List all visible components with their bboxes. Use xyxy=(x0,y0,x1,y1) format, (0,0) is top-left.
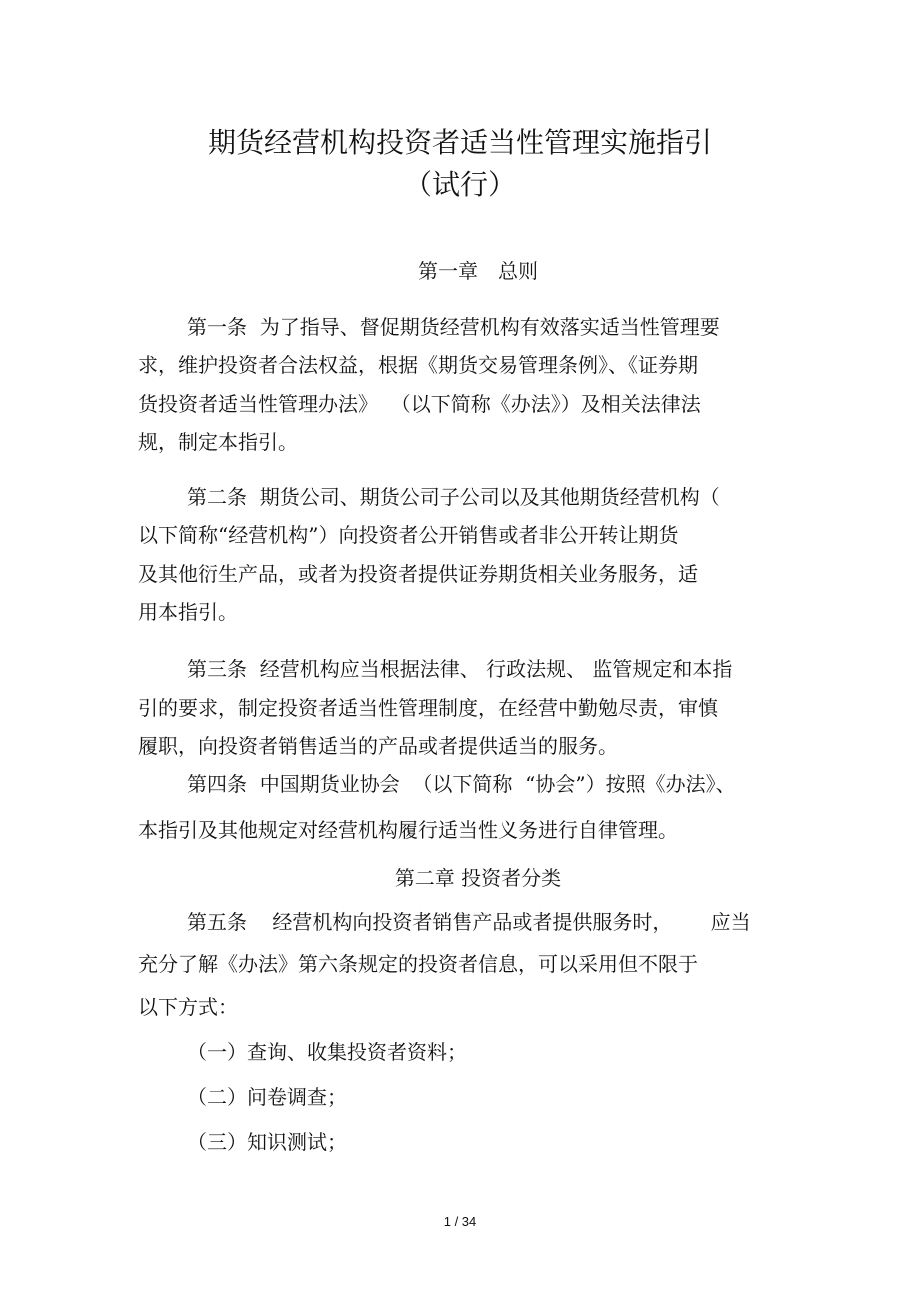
list-item: （二）问卷调查； xyxy=(187,1085,347,1109)
paragraph-line: 以下方式： xyxy=(138,995,238,1019)
page-number: 1 / 34 xyxy=(443,1214,477,1229)
paragraph-line: 货投资者适当性管理办法》 （以下简称《办法》）及相关法律法 xyxy=(138,392,701,416)
list-item: （三）知识测试； xyxy=(187,1130,347,1154)
paragraph-line: 第一条 为了指导、督促期货经营机构有效落实适当性管理要 xyxy=(187,315,720,339)
document-title: 期货经营机构投资者适当性管理实施指引 xyxy=(207,126,712,159)
paragraph-line: 引的要求，制定投资者适当性管理制度，在经营中勤勉尽责，审慎 xyxy=(138,696,718,720)
paragraph-line: 第二条 期货公司、期货公司子公司以及其他期货经营机构（ xyxy=(187,485,720,509)
paragraph-line: 求，维护投资者合法权益，根据《期货交易管理条例》、《证券期 xyxy=(138,353,698,377)
paragraph-line: 及其他衍生产品，或者为投资者提供证券期货相关业务服务，适 xyxy=(138,562,698,586)
paragraph-line: 用本指引。 xyxy=(138,600,238,624)
paragraph-line: 履职，向投资者销售适当的产品或者提供适当的服务。 xyxy=(138,734,618,758)
chapter-heading: 第二章 投资者分类 xyxy=(394,866,562,890)
paragraph-line: 规，制定本指引。 xyxy=(138,430,298,454)
document-subtitle: （试行） xyxy=(403,168,516,201)
paragraph-line: 第四条 中国期货业协会 （以下简称 “协会”）按照《办法》、 xyxy=(187,772,736,796)
chapter-heading: 第一章 总则 xyxy=(418,259,538,283)
paragraph-line: 充分了解《办法》第六条规定的投资者信息，可以采用但不限于 xyxy=(138,952,698,976)
paragraph-line: 第三条 经营机构应当根据法律、 行政法规、 监管规定和本指 xyxy=(187,657,733,681)
paragraph-line: 以下简称“经营机构”）向投资者公开销售或者非公开转让期货 xyxy=(138,523,679,547)
list-item: （一）查询、收集投资者资料； xyxy=(187,1040,467,1064)
paragraph-line: 第五条 经营机构向投资者销售产品或者提供服务时， 应当 xyxy=(187,910,751,934)
paragraph-line: 本指引及其他规定对经营机构履行适当性义务进行自律管理。 xyxy=(138,818,678,842)
